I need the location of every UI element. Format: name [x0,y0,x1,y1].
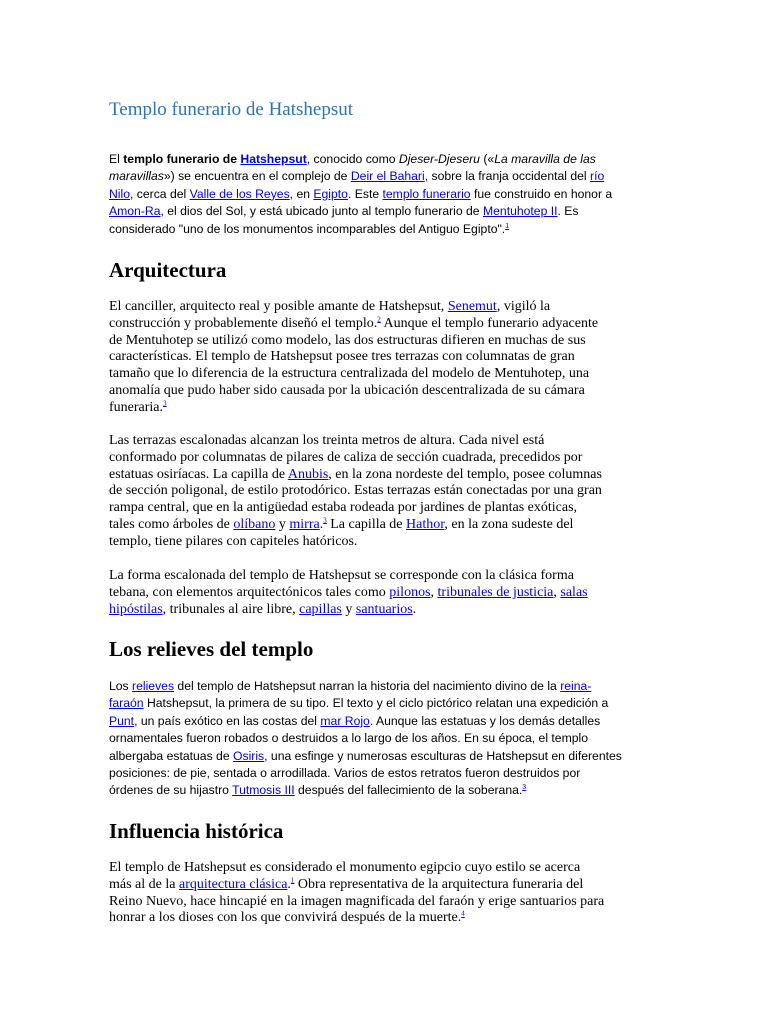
link-salas-hipostilas[interactable]: hipóstilas [109,601,163,617]
heading-influencia-historica: Influencia histórica [109,819,284,843]
footnote-link[interactable]: 2 [377,315,381,324]
text-line [109,695,659,712]
text-line [109,748,659,765]
text: Aunque el templo funerario adyacente [380,315,599,331]
text: órdenes de su hijastro [109,783,233,798]
link-anubis[interactable]: Anubis [287,466,329,482]
footnote-link[interactable]: 3 [163,399,167,408]
link-senemut[interactable]: Senemut [447,299,497,314]
text: honrar a los dioses con los que convivirá después de la muerte. [109,910,462,926]
text-line: Reino Nuevo, hace hincapié en la imagen magnificada del faraón y erige santuarios para [109,893,605,909]
link-capillas[interactable]: capillas [299,601,342,617]
text-line: tamaño que lo diferencia de la estructura centralizada del modelo de Mentuhotep, una [109,366,590,382]
text: , cerca del [130,186,190,201]
text: considerado "uno de los monumentos incomparables del Antiguo Egipto". [109,221,506,236]
text: . Es [557,204,579,219]
text: La capilla de [326,516,407,532]
link-reina-faraon[interactable]: faraón [109,696,144,711]
link-amon-ra[interactable]: Amon-Ra [109,204,161,219]
text-line [109,517,659,534]
influencia-paragraph [109,860,659,927]
text-line: posiciones: de pie, sentada o arrodillada. Varios de estos retratos fueron destruidos por [109,766,581,781]
footnote-link[interactable]: 4 [461,909,465,918]
text: Obra representativa de la arquitectura funeraria del [294,876,584,892]
footnote-link[interactable]: 3 [522,784,527,792]
text-line [109,585,659,602]
text-line [109,877,659,894]
text: , en la zona sudeste del [444,516,574,532]
text-line: La forma escalonada del templo de Hatshepsut se corresponde con la clásica forma [109,568,574,583]
text: . [412,601,417,617]
text-line [109,168,659,185]
link-hatshepsut[interactable]: Hatshepsut [240,152,307,166]
text: El canciller, arquitecto real y posible amante de Hatshepsut, [109,299,448,314]
text: albergaba estatuas de [109,748,233,763]
text: , un país exótico en las costas del [134,713,321,728]
arquitectura-paragraph-1 [109,299,659,417]
text: , conocido como [306,152,399,166]
link-arquitectura-clasica[interactable]: arquitectura clásica [178,876,288,892]
text-line [109,467,659,484]
text-line [109,678,659,695]
footnote-link[interactable]: 1 [290,876,295,885]
text: ») se encuentra en el complejo de [163,169,351,184]
relieves-paragraph [109,678,659,800]
link-mentuhotep-ii[interactable]: Mentuhotep II [482,204,558,219]
link-santuarios[interactable]: santuarios [355,601,413,617]
footnote-link[interactable]: 3 [323,516,327,525]
text-line [109,782,659,799]
text-line: El templo de Hatshepsut es considerado el monumento egipcio cuyo estilo se acerca [109,860,581,875]
intro-paragraph [109,151,659,238]
text-line: conformado por columnatas de pilares de caliza de sección cuadrada, precedidos por [109,449,583,465]
link-tutmosis-iii[interactable]: Tutmosis III [232,783,295,798]
link-tribunales-de-justicia[interactable]: tribunales de justicia [437,584,554,600]
text-line: ornamentales fueron robados o destruidos a lo largo de los años. En su época, el templo [109,731,588,746]
text: , [553,584,561,600]
text-line: de sección poligonal, de estilo protodórico. Estas terrazas están conectadas por una gran [109,483,602,499]
text-line [109,602,659,619]
link-olibano[interactable]: olíbano [233,516,276,532]
text: , sobre la franja occidental del [424,169,591,184]
text: El [109,152,124,166]
text: . [319,516,324,532]
text-line: de Mentuhotep se utilizó como modelo, las dos estructuras difieren en muchas de sus [109,332,586,348]
link-relieves[interactable]: relieves [132,679,175,693]
text-line [109,221,659,238]
arquitectura-paragraph-3 [109,568,659,618]
text: , en [289,186,314,201]
link-valle-de-los-reyes[interactable]: Valle de los Reyes [189,186,290,201]
link-pilonos[interactable]: pilonos [389,584,431,600]
text: , en la zona nordeste del templo, posee columnas [328,466,602,482]
link-egipto[interactable]: Egipto [313,186,348,201]
italic-text: Djeser-Djeseru [398,152,480,166]
link-mar-rojo[interactable]: mar Rojo [320,713,370,728]
text-line [109,713,659,730]
text: funeraria. [109,399,164,415]
link-salas-hipostilas[interactable]: salas [560,584,588,600]
text: fue construido en honor a [470,186,613,201]
text-line [109,400,659,417]
text-line [109,910,659,927]
heading-arquitectura: Arquitectura [109,258,227,282]
text: , una esfinge y numerosas esculturas de Hatshepsut en diferentes [264,748,622,763]
text: Los [109,679,133,693]
link-rio-nilo[interactable]: Nilo [109,186,130,201]
link-osiris[interactable]: Osiris [233,748,265,763]
text-line: anomalía que pudo haber sido causada por la ubicación descentralizada de su cámara [109,382,585,398]
text: . Este [347,186,383,201]
text: (« [479,152,495,166]
text: . [287,876,291,892]
text: , [430,584,438,600]
text: y [275,516,290,532]
text: tebana, con elementos arquitectónicos tales como [109,584,390,600]
text: , vigiló la [496,299,551,314]
text-line [109,186,659,203]
page-title: Templo funerario de Hatshepsut [109,99,354,120]
text-line: templo, tiene pilares con capiteles hatóricos. [109,533,358,549]
text-line: características. El templo de Hatshepsut posee tres terrazas con columnatas de gran [109,349,575,365]
text: más al de la [109,876,179,892]
text-line [109,299,659,316]
bold-text: templo funerario de [123,152,241,166]
link-deir-el-bahari[interactable]: Deir el Bahari [350,169,425,184]
link-hathor[interactable]: Hathor [406,516,445,532]
text: tales como árboles de [109,516,234,532]
text-line [109,203,659,220]
text: construcción y probablemente diseñó el templo. [109,315,378,331]
link-mirra[interactable]: mirra [289,516,320,532]
text: del templo de Hatshepsut narran la historia del nacimiento divino de la [174,679,561,693]
italic-text: La maravilla de las [494,152,596,166]
text: y [341,601,356,617]
text: Hatshepsut, la primera de su tipo. El texto y el ciclo pictórico relatan una expedición a [143,696,609,711]
text: después del fallecimiento de la soberana. [294,783,523,798]
text: , tribunales al aire libre, [162,601,300,617]
text: , el dios del Sol, y está ubicado junto al templo funerario de [160,204,483,219]
link-rio-nilo[interactable]: río [590,169,605,184]
link-punt[interactable]: Punt [109,713,135,728]
text-line: Las terrazas escalonadas alcanzan los treinta metros de altura. Cada nivel está [109,433,545,448]
heading-los-relieves: Los relieves del templo [109,637,314,661]
arquitectura-paragraph-2 [109,433,659,551]
footnote-link[interactable]: 1 [505,222,510,230]
italic-text: maravillas [109,169,164,184]
text-line [109,316,659,333]
link-templo-funerario[interactable]: templo funerario [382,186,471,201]
text: . Aunque las estatuas y los demás detalles [369,713,601,728]
text-line: rampa central, que en la antigüedad estaba rodeada por jardines de plantas exóticas, [109,500,578,516]
link-reina-faraon[interactable]: reina- [560,679,592,693]
text-line [109,151,659,168]
text: estatuas osiríacas. La capilla de [109,466,288,482]
